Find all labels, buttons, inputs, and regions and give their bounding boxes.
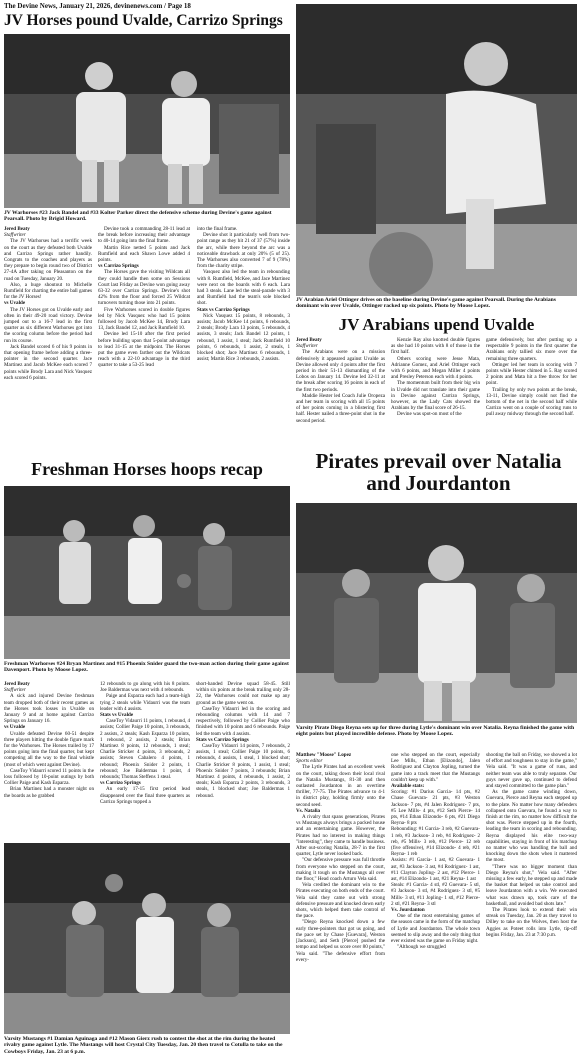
story1-col3-p0: into the final frame. — [197, 226, 238, 232]
story3-photo — [4, 486, 290, 659]
story1-col2-p0: Devine took a commanding 28-11 lead at the break before increasing their advantage to 40-14 going into the final frame. — [98, 226, 190, 245]
story1-col2-p4: Five Warhorses scored in double figures led by Nick Vasquez who had 15 points followed by Jacob McKee 14, Brody Lara 13, Jack Bandel 12, and Jack Rumfield 10. — [98, 306, 190, 332]
story4-col2-p0: one who stepped on the court, especially Lee Mills, Ethan [Elizondo], Jalen Rodriguez and Clayton Jopling, turned the game into a track meet that the Mustangs couldn't keep up with." — [391, 752, 480, 783]
story1-col1-p6: Jack Bandel scored 6 of his 9 points in that opening frame before adding a three-pointer in the second quarter. Jace Martinez and Jacob McKee each scored 7 points while Brody Lara and Nick Vasquez each scored 6 points. — [4, 343, 92, 381]
story3-col1-p2: A sick and injured Devine freshman team dropped both of their recent games as the Horses took losses in Uvalde on January 9 and at home against Carrizo Springs on January 16. — [4, 693, 94, 725]
story1-col1-p4: vs Uvalde — [4, 300, 26, 307]
story3-col2-p1: Paige and Esparza each had a team-high tying 2 steals while Vidaurri was the team leader with 4 assists. — [100, 693, 190, 712]
story3-col1-p0: Jered Beaty — [4, 681, 30, 687]
story2-col2-p0: Kenzie Ray also knotted double figures as she had 10 points with 8 of those in the first half. — [391, 337, 480, 356]
story1-col2 — [98, 226, 190, 369]
story4-photo — [296, 503, 577, 723]
story4-col3-p3: The Pirates look to extend their win streak on Tuesday, Jan. 20 as they travel to Dilley to take on the Wolves, then host the Aggies as Poteet rolls into Lytle, tip-off begins Friday, Jan. 23 at 7:30 p.m. — [486, 907, 577, 938]
story4-col3-p2: "There was no bigger moment than Diego Reyna's shot," Vela said. "After missing a few early, he stepped up and made the basket that helped us take control and leave Jourdanton with a win. We executed what was drawn up, took care of the basketball, and avoided bad shots late." — [486, 863, 577, 907]
story3-col2-p4: vs Carrizo Springs — [100, 780, 141, 787]
story5-caption: Varsity Mustangs #1 Damian Aguinaga and #12 Mason Gierz rush to contest the shot at the rim during the heated rivalry game against Lytle. The Mustangs will host Crystal City Tuesday, Jan. 20 then travel to Cotulla to take on the Cowboys Friday, Jan. 23 at 6 p.m. — [4, 1036, 283, 1055]
story3-headline: Freshman Horses hoops recap — [31, 459, 263, 479]
story2-col1 — [296, 337, 385, 424]
story2-col2-p2: The momentum built from their big win in Uvalde did not translate into their game in Devine against Carrizo Springs, however, as the Lady Cats showed the Arabians by the final score of 26-15. — [391, 380, 480, 412]
story4-col2-p6: Vs. Jourdanton — [391, 907, 425, 914]
story2-caption: JV Arabian Ariel Ottinger drives on the baseline during Devine's game against Pearsall. During the Arabians dominant win over Uvalde, Ottinger racked up six points. Photo by Moose Lopez. — [296, 297, 556, 310]
story2-col1-p2: The Arabians were on a mission defensively it appeared against Uvalde as Devine allowed only 4 points after the first period in their 51-13 dismantling of the Lobos on January 14. Devine led 32-11 at the break after scoring 16 points in each of the first two periods. — [296, 349, 385, 393]
story3-col3-p3: CaseToy Vidaurri 14 points, 7 rebounds, 2 assists, 1 steal; Collier Paige 10 points, 6 rebounds, 4 assists, 1 steal, 1 blocked shot; Charlie Stricker 8 points, 1 assist, 1 steal; Phoenix Snider 7 points, 3 rebounds; Brian Martinez 4 points, 4 rebounds, 1 assist, 2 steals; Kash Esparza 2 points, 3 rebounds, 3 steals, 1 blocked shot; Joe Baldermas 1 rebound. — [196, 743, 290, 799]
story3-col3 — [196, 681, 290, 799]
story4-col2-p3: Rebounding: #1 Garcia- 3 reb, #2 Guevara- 1 reb, #3 Jackson- 3 reb, #4 Rodriguez- 2 reb, #5 Mills- 3 reb, #12 Pierce- 12 reb (five offensive), #14 Elizondo- 4 reb, #21 Reyna- 1 reb — [391, 826, 480, 858]
story4-col1 — [296, 752, 385, 963]
story4-col3 — [486, 752, 577, 938]
story1-col2-p3: The Horses gave the visiting Wildcats all they could handle then some on Sessions Court last Friday as Devine won going away 63-32 over Carrizo Springs. Devine's shot 42% from the floor and forced 25 Wildcat turnovers turning those into 21 points. — [98, 269, 190, 307]
story3-col3-p0: short-handed Devine squad 58-45. Still within six points at the break trailing only 28-22, the Warhorses could not make up any ground as the game went on. — [196, 681, 290, 706]
story1-photo — [4, 34, 290, 208]
story1-col2-p5: Devine led 15-10 after the first period before building upon that 5-point advantage to lead 31-15 at the midpoint. The Horses put the game even farther out the Wildcats reach with a 22-10 advantage in the third quarter to take a 53-25 lead — [98, 331, 190, 369]
story1-col1-p2: The JV Warhorses had a terrific week on the court as they defeated both Uvalde and Carrizo Springs rather handily. Congrats to the coaches and players as they prepare to begin round two of District 27-4A after taking on Pleasanton on the road on Tuesday, January 20. — [4, 238, 92, 282]
story4-col1-p0: Matthew "Moose" Lopez — [296, 752, 352, 758]
story2-col1-p1: Staffwriter — [296, 343, 318, 350]
story4-col2-p5: Steals: #1 Garcia- 4 stl, #2 Guevara- 5 stl, #3 Jackson- 3 stl, #4 Rodriguez- 3 stl, #5 Mills- 3 stl, #11 Jopling- 1 stl, #12 Pierce- 2 stl, #21 Reyna- 3 stl — [391, 882, 480, 907]
story4-headline: Pirates prevail over Natalia and Jourdanton — [315, 449, 562, 496]
story4-col2-p4: Assists: #1 Garcia- 1 ast, #2 Guevara- 1 ast, #3 Jackson- 3 ast, #4 Rodriguez- 1 ast, #11 Clayton Jopling- 2 ast, #12 Pierce- 1 ast, #14 Elizondo- 1 ast, #21 Reyna- 1 ast — [391, 857, 480, 883]
story4-col2-p8: "Although we struggled — [397, 944, 446, 951]
story3-col1-p1: Staffwriter — [4, 687, 26, 694]
story1-col1-p5: The JV Horses got on Uvalde early and often in their 49-20 road victory. Devine jumped out to a 16-7 lead in the first quarter as six different Warhorses got into the scoring column before the period had run its course. — [4, 306, 92, 344]
story3-col2-p2: Stats vs Uvalde — [100, 712, 134, 719]
story3-col2-p5: An early 17-15 first period lead disappeared over the final three quarters as Carrizo Springs topped a — [100, 786, 190, 805]
story1-caption: JV Warhorses #23 Jack Bandel and #33 Kolter Parker direct the defensive scheme during Devine's game against Pearsall. Photo by Brigid Howard. — [4, 210, 272, 223]
story3-col3-p1: CaseToy Vidaurri led in the scoring and rebounding columns with 14 and 7 respectively, followed by Collier Paige who finished with 10 points and 6 rebounds. Paige led the team with 4 assists. — [196, 705, 290, 737]
story4-col1-p5: "Our defensive pressure was full throttle from everyone who stepped on the court, making it tough on the Mustangs all over the floor," Head coach Arturo Vela said. — [296, 857, 385, 883]
story1-col2-p2: vs Carrizo Springs — [98, 263, 139, 270]
story1-col3-p4: Nick Vasquez 15 points, 8 rebounds, 3 assists; Jacob McKee 14 points, 6 rebounds, 2 steals; Brody Lara 13 points, 5 rebounds, 4 assists, 3 steals; Jack Bandel 12 points, 1 rebound, 1 assist, 1 steal; Jack Rumfield 10 points, 6 rebounds, 1 assist, 2 steals, 1 blocked shot; Jace Martinez 6 rebounds, 1 assist; Martin Rice 3 rebounds, 2 assists. — [197, 312, 290, 363]
story1-col1-p1: Staffwriter — [4, 232, 26, 239]
story1-headline: JV Horses pound Uvalde, Carrizo Springs — [4, 12, 283, 29]
story4-col3-p1: As the game came winding down, Guevara, Pierce and Reyna each stepped up to the plate. No matter how many defenders collapsed onto Guevara, he found a way to finish at the rim, no matter how difficult the shot was. Pierce stepped up in the fourth, leading the team in scoring and rebounding. Reyna displayed his elite two-way capabilities, staying in front of his matchup no matter who was handling the ball and knocking down the shots when it mattered the most. — [486, 789, 577, 864]
story1-col3 — [197, 226, 290, 362]
story3-col2 — [100, 681, 190, 805]
story2-col3-p2: Trailing by only two points at the break, 13-11, Devine simply could not find the bottom of the net in the second half while Carrizo went on a couple of scoring runs to pull away midway through the second half. — [486, 386, 577, 418]
story4-col1-p2: The Lytle Pirates had an excellent week on the court, taking down their local rival the Natalia Mustangs, 81-30 and then outlasted Jourdanton in an overtime thriller, 77-75. The Pirates advance to 4-1 in district play, holding firmly onto the second seed. — [296, 764, 385, 808]
story2-col2-p3: Devine was spot-on most of the — [397, 411, 462, 418]
story1-col3-p3: Stats vs Carrizo Springs — [197, 306, 250, 313]
story3-col1-p6: Brian Martinez had a monster night on the boards as he grabbed — [4, 786, 94, 799]
story4-col1-p1: Sports editor — [296, 758, 323, 765]
story3-caption: Freshman Warhorses #24 Bryan Martinez and #15 Phoenix Snider guard the two-man action during their game against Davenport. Photo by Moose Lopez. — [4, 661, 289, 674]
story1-col1 — [4, 226, 92, 381]
story3-col1-p3: vs Uvalde — [4, 724, 26, 731]
story2-photo — [296, 4, 577, 296]
story3-col3-p2: Stats vs Carrizo Springs — [196, 736, 249, 743]
story3-col1-p5: CaseToy Vidaurri scored 11 points in the loss followed by 10-point outings by both Collier Paige and Kash Esparza. — [4, 767, 94, 787]
story4-caption: Varsity Pirate Diego Reyna sets up for three during Lytle's dominant win over Natalia. Reyna finished the game with eight points but played incredible defense. Photo by Moose Lopez. — [296, 725, 575, 738]
story2-headline: JV Arabians upend Uvalde — [338, 315, 535, 334]
story2-col3 — [486, 337, 577, 418]
story4-col1-p3: Vs. Natalia — [296, 807, 321, 814]
story4-col2-p1: Available stats: — [391, 783, 425, 790]
story2-col2-p1: Others scoring were Jesse Mata, Adrianne Gomez, and Ariel Ottinger each with 6 points, and Megan Miller 4 points and Presley Peterson each with 4 points. — [391, 355, 480, 381]
story3-col2-p3: CaseToy Vidaurri 11 points, 1 rebound, 4 assists; Collier Paige 10 points, 3 rebounds, 2 assists, 2 steals; Kash Esparza 10 points, 1 rebound, 2 assists, 2 steals; Brian Martinez 8 points, 12 rebounds, 1 steal; Charlie Stricker 4 points, 3 rebounds, 2 assists; Steven Cabalero 4 points, 1 rebound; Phoenix Snider 2 points, 1 rebound; Joe Baldermas 1 point, 4 rebounds; Thomas Steffens 1 steal. — [100, 718, 190, 781]
story1-col3-p2: Vasquez also led the team in rebounding with 8. Rumfield, McKee, and Jace Martinez were next on the boards with 6 each. Lara had 3 steals. Lane led the steal-parade with 3 and Rumfield had the team's sole blocked shot. — [197, 269, 290, 307]
story3-col2-p0: 12 rebounds to go along with his 8 points. Joe Baldermas was next with 4 rebounds. — [100, 681, 190, 694]
story2-col3-p1: Ottinger led her team in scoring with 7 points while Hester chimed in 5. Ray scored 2 points and Mata hit a free throw for her point. — [486, 361, 577, 387]
story4-col2-p7: One of the most entertaining games of the season came in the form of the matchup of Lytle and Jourdanton. The whole town seemed to slip away and the only thing that ever existed was the game on Friday night. — [391, 913, 480, 945]
story4-col1-p7: "Diego Reyna knocked down a few early three-pointers that got us going, and the pace set by Chase [Guevara], Weston [Jackson], and Seth [Pierce] pushed the tempo and helped us score over 80 points," Vela said. "The defensive effort from every- — [296, 919, 385, 963]
story1-col2-p1: Martin Rice netted 5 points and Jack Rumfield and each Shawn Lowe added 4 points. — [98, 244, 190, 264]
story1-col1-p0: Jered Beaty — [4, 226, 30, 232]
story4-col2-p2: Scoring: #1 Darius Garcia- 14 pts, #2 Chase Guevara- 21 pts, #3 Weston Jackson- 7 pts, #4 Jalen Rodriguez- 7 pts, #5 Lee Mills- 4 pts, #12 Seth Pierce- 14 pts, #14 Ethan Elizondo- 6 pts, #21 Diego Reyna- 8 pts — [391, 789, 480, 827]
story3-col1 — [4, 681, 94, 799]
story1-col3-p1: Devine shot it particularly well from two-point range as they hit 21 of 37 (57%) inside the arc, while there beyond the arc was a noticeable drawback at only 20% (5 of 25). The Warhorses also converted 7 of 9 (78%) from the charity stripe. — [197, 232, 290, 270]
story2-col2 — [391, 337, 480, 418]
story2-col1-p0: Jered Beaty — [296, 337, 322, 343]
page-header: The Devine News, January 21, 2026, devinenews.com / Page 18 — [4, 2, 191, 10]
story5-photo — [4, 843, 290, 1034]
story1-col1-p3: Also, a huge shoutout to Michelle Rumfield for charting the entire ball games for the JV Horses! — [4, 281, 92, 301]
story4-col3-p0: shooting the ball on Friday, we showed a lot of effort and toughness to stay in the game," Vela said. "It was a game of runs, and neither team was able to truly separate. Our guys never gave up, continued to defend and stayed committed to the game plan." — [486, 752, 577, 790]
story2-col1-p3: Maddie Hester led Coach Julie Oropeza and her team in scoring with all 15 points of her points coming in a blistering first half. Hester nailed a three-point shot in the second period. — [296, 392, 385, 424]
story4-col2 — [391, 752, 480, 951]
story3-col1-p4: Uvalde defeated Devine 60-51 despite three players hitting the double figure mark for the Warhorses. The Horses trailed by 17 points going into the final quarter, but kept competing all the way to the final whistle (most of which went against Devine). — [4, 730, 94, 768]
story2-col3-p0: game defensively, but after putting up a respectable 9 points in the first quarter the Arabians only tallied six more over the remaining three quarters. — [486, 337, 577, 362]
story4-col1-p6: Vela credited the dominant win to the Pirates executing on both ends of the court. Vela said they came out with strong defensive pressure and knocked down early shots, which helped them take control of the pace. — [296, 882, 385, 920]
story4-col1-p4: A rivalry that spans generations, Pirates vs Mustangs always brings a packed house and an entertaining game. However, the Pirates had no interest in making things "interesting", they came to handle business. After out-scoring Natalia, 28-7 in the first quarter, Lytle never looked back. — [296, 814, 385, 858]
